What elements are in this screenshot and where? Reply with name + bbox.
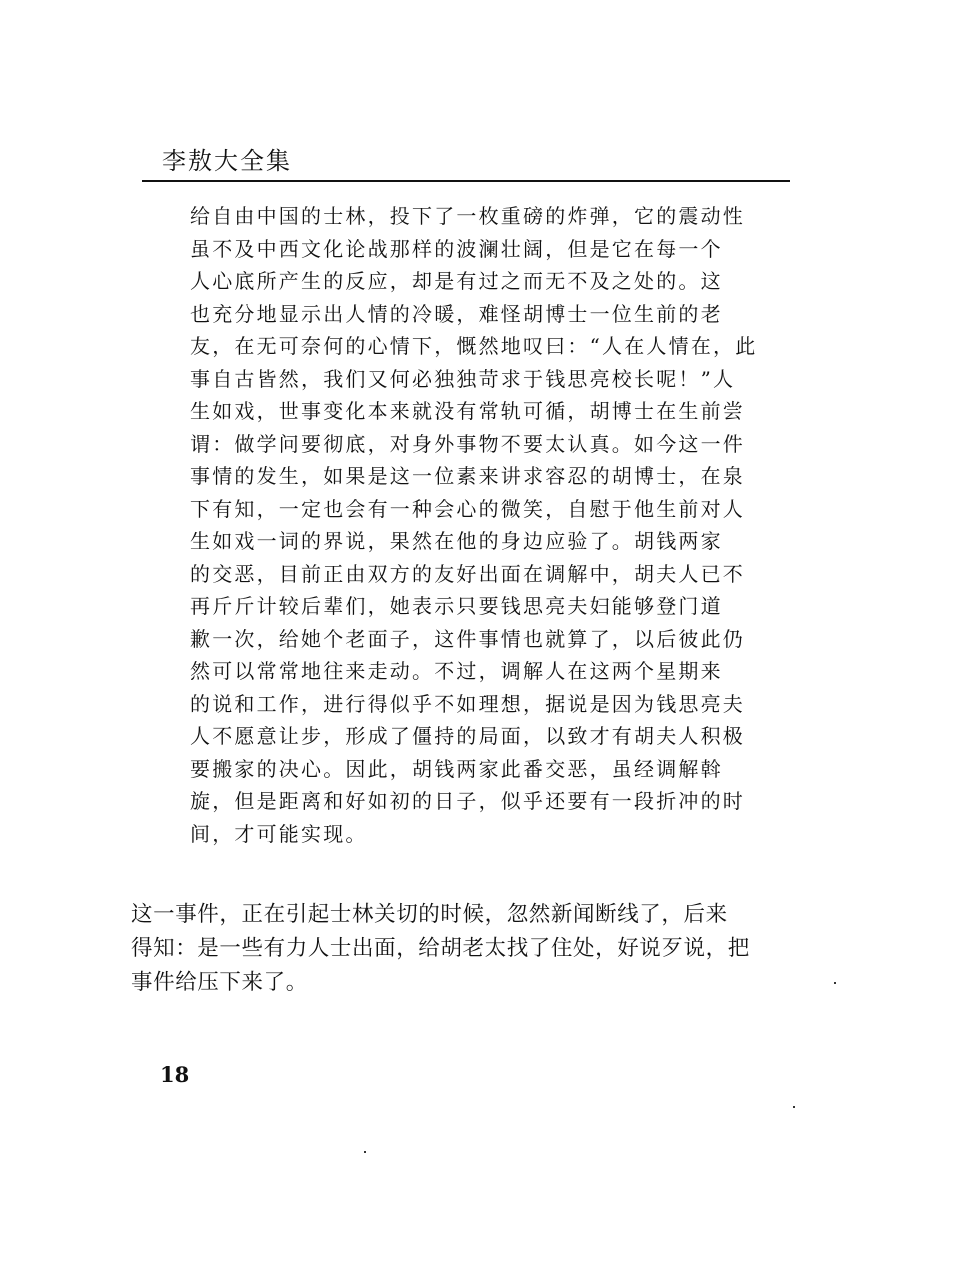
quote-line: 旋，但是距离和好如初的日子，似乎还要有一段折冲的时: [190, 789, 745, 813]
body-line: 事件给压下来了。: [131, 970, 308, 995]
quote-line: 的交恶，目前正由双方的友好出面在调解中，胡夫人已不: [190, 561, 745, 586]
quote-line: 事情的发生，如果是这一位素来讲求容忍的胡博士，在泉: [190, 464, 745, 488]
quote-line: 谓：做学问要彻底，对身外事物不要太认真。如今这一件: [190, 431, 745, 456]
quote-line: 再斤斤计较后辈们，她表示只要钱思亮夫妇能够登门道: [190, 594, 723, 618]
body-line: 得知：是一些有力人士出面，给胡老太找了住处，好说歹说，把: [131, 936, 750, 961]
header-rule: [142, 180, 790, 182]
quote-line: 也充分地显示出人情的冷暖，难怪胡博士一位生前的老: [190, 301, 723, 326]
quote-line: 生如戏一词的界说，果然在他的身边应验了。胡钱两家: [190, 529, 723, 553]
running-header-title: 李敖大全集: [162, 147, 292, 175]
scan-speck: [364, 1151, 366, 1153]
quote-line: 友，在无可奈何的心情下，慨然地叹曰：“人在人情在，此: [190, 334, 758, 358]
quote-line: 人不愿意让步，形成了僵持的局面，以致才有胡夫人积极: [190, 724, 745, 748]
quote-line: 人心底所产生的反应，却是有过之而无不及之处的。这: [190, 269, 723, 293]
body-line: 这一事件，正在引起士林关切的时候，忽然新闻断线了，后来: [131, 902, 728, 927]
scan-speck: [793, 1106, 795, 1108]
quote-line: 下有知，一定也会有一种会心的微笑，自慰于他生前对人: [190, 496, 745, 521]
quote-line: 间，才可能实现。: [190, 821, 368, 846]
quote-line: 生如戏，世事变化本来就没有常轨可循，胡博士在生前尝: [190, 399, 745, 423]
body-paragraph: [131, 898, 791, 1000]
quote-line: 虽不及中西文化论战那样的波澜壮阔，但是它在每一个: [190, 236, 723, 261]
quote-line: 事自古皆然，我们又何必独独苛求于钱思亮校长呢！”人: [190, 366, 736, 391]
quote-line: 给自由中国的士林，投下了一枚重磅的炸弹，它的震动性: [190, 204, 745, 228]
block-quote: [190, 200, 790, 850]
quote-line: 歉一次，给她个老面子，这件事情也就算了，以后彼此仍: [190, 626, 745, 651]
scan-speck: [834, 982, 836, 984]
quote-line: 要搬家的决心。因此，胡钱两家此番交恶，虽经调解斡: [190, 756, 723, 781]
page-number: 18: [160, 1062, 190, 1087]
quote-line: 的说和工作，进行得似乎不如理想，据说是因为钱思亮夫: [190, 691, 745, 716]
quote-line: 然可以常常地往来走动。不过，调解人在这两个星期来: [190, 659, 723, 683]
